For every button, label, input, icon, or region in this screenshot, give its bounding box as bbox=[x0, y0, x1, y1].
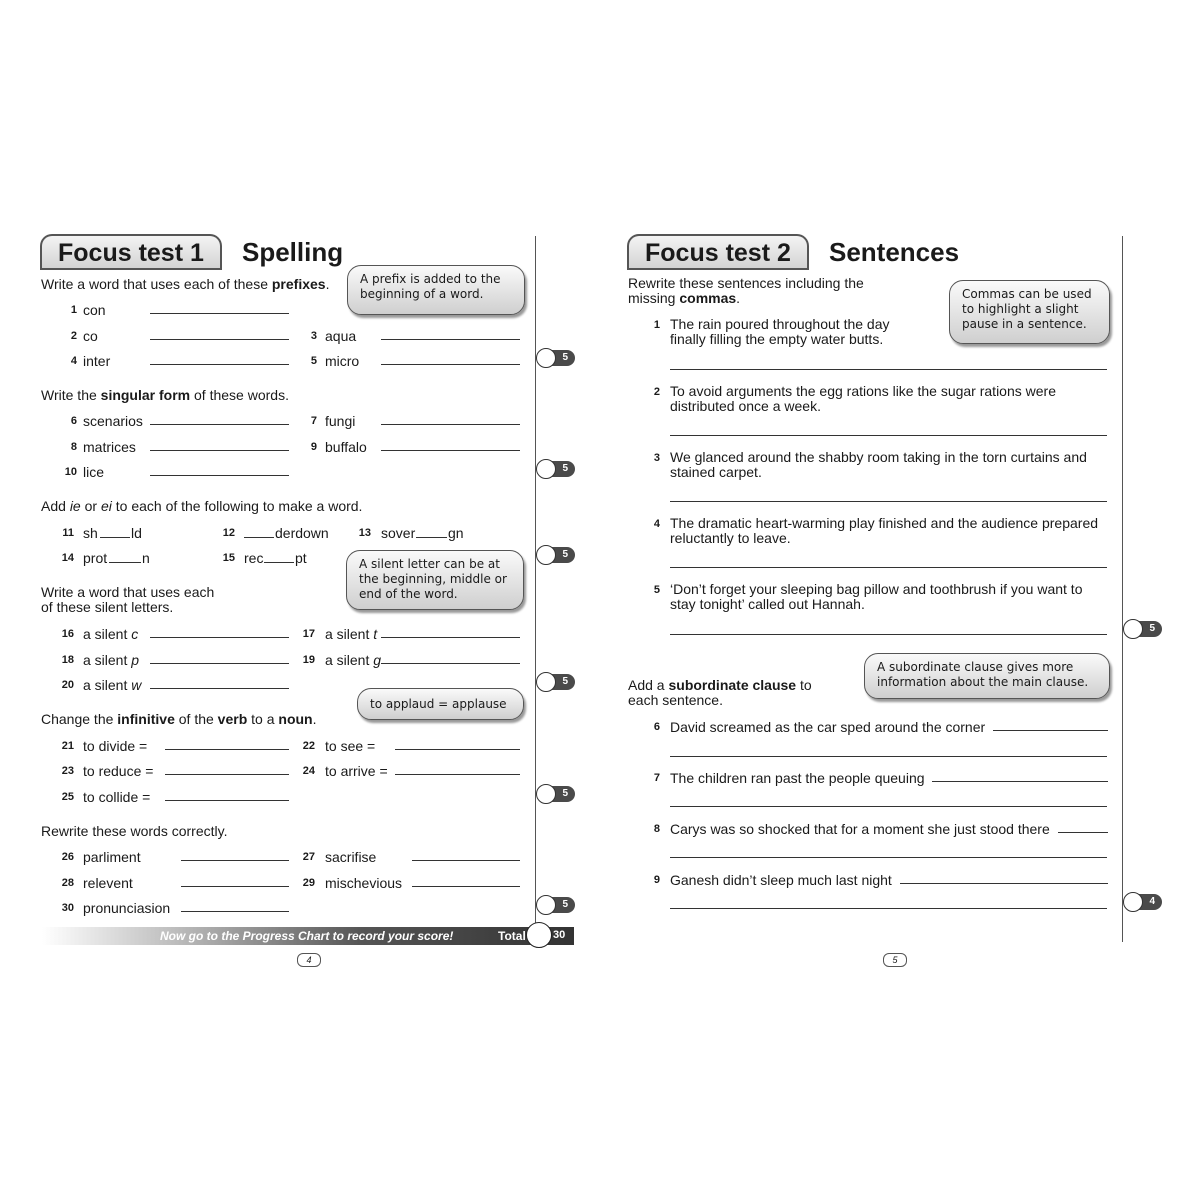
question-number: 24 bbox=[302, 765, 315, 777]
score-box[interactable]: 5 bbox=[536, 672, 576, 692]
tip-bubble: A silent letter can be at the beginning, middle or end of the word. bbox=[346, 550, 524, 610]
word-stem: rec bbox=[244, 550, 264, 566]
question-number: 23 bbox=[61, 765, 74, 777]
tip-bubble: to applaud = applause bbox=[357, 688, 524, 720]
page-margin-rule bbox=[1122, 236, 1123, 942]
question-number: 2 bbox=[653, 386, 660, 398]
score-box[interactable]: 5 bbox=[536, 545, 576, 565]
answer-line[interactable] bbox=[670, 756, 1107, 757]
answer-line[interactable] bbox=[181, 911, 289, 912]
question-text: sacrifise bbox=[325, 849, 377, 865]
question-text: co bbox=[83, 328, 98, 344]
question-number: 28 bbox=[61, 877, 74, 889]
answer-line[interactable] bbox=[670, 908, 1107, 909]
question-text: a silent t bbox=[325, 626, 378, 642]
blank-line[interactable] bbox=[109, 562, 141, 563]
instruction-commas: Rewrite these sentences including the missing commas. bbox=[628, 275, 864, 306]
total-label: Total bbox=[498, 929, 526, 943]
sentence-text: To avoid arguments the egg rations like the sugar rations were distributed once a week. bbox=[670, 383, 1056, 414]
question-text: matrices bbox=[83, 439, 136, 455]
answer-line[interactable] bbox=[412, 886, 520, 887]
question-number: 8 bbox=[653, 823, 660, 835]
sentence-text: We glanced around the shabby room taking in the torn curtains and stained carpet. bbox=[670, 449, 1087, 480]
clause-text: Ganesh didn’t sleep much last night bbox=[670, 872, 892, 888]
tab-underline bbox=[627, 268, 809, 270]
question-number: 20 bbox=[61, 679, 74, 691]
question-number: 6 bbox=[653, 721, 660, 733]
question-number: 25 bbox=[61, 791, 74, 803]
answer-line[interactable] bbox=[381, 339, 520, 340]
question-text: con bbox=[83, 302, 106, 318]
instruction-silent-letters: Write a word that uses each of these silent letters. bbox=[41, 584, 215, 615]
page-title: Sentences bbox=[829, 237, 960, 267]
answer-line[interactable] bbox=[181, 886, 289, 887]
answer-line[interactable] bbox=[150, 475, 289, 476]
answer-line[interactable] bbox=[670, 857, 1107, 858]
tip-bubble: A subordinate clause gives more information about the main clause. bbox=[864, 653, 1110, 699]
question-number: 5 bbox=[653, 584, 660, 596]
tip-bubble: Commas can be used to highlight a slight pause in a sentence. bbox=[949, 280, 1110, 344]
word-end: derdown bbox=[275, 525, 329, 541]
sentence-text: The rain poured throughout the day finally filling the empty water butts. bbox=[670, 316, 890, 347]
question-text: a silent w bbox=[83, 677, 142, 693]
question-number: 14 bbox=[61, 552, 74, 564]
answer-line[interactable] bbox=[993, 730, 1108, 731]
answer-line[interactable] bbox=[181, 860, 289, 861]
score-box[interactable]: 5 bbox=[1123, 619, 1163, 639]
instruction-prefixes: Write a word that uses each of these prefixes. bbox=[41, 276, 330, 292]
word-stem: prot bbox=[83, 550, 108, 566]
question-number: 21 bbox=[61, 740, 74, 752]
instruction-singular: Write the singular form of these words. bbox=[41, 387, 289, 403]
page-margin-rule bbox=[535, 236, 536, 926]
question-text: a silent c bbox=[83, 626, 139, 642]
answer-line[interactable] bbox=[670, 634, 1107, 635]
focus-test-tab: Focus test 2 bbox=[627, 234, 809, 270]
instruction-verb-to-noun: Change the infinitive of the verb to a noun. bbox=[41, 711, 317, 727]
word-end: ld bbox=[131, 525, 142, 541]
score-box[interactable]: 5 bbox=[536, 348, 576, 368]
instruction-ie-ei: Add ie or ei to each of the following to make a word. bbox=[41, 498, 363, 514]
word-stem: sh bbox=[83, 525, 98, 541]
tab-underline bbox=[40, 268, 222, 270]
question-number: 30 bbox=[61, 902, 74, 914]
score-circle[interactable] bbox=[536, 348, 556, 368]
question-number: 11 bbox=[62, 527, 74, 539]
answer-line[interactable] bbox=[381, 663, 520, 664]
answer-line[interactable] bbox=[395, 774, 520, 775]
question-number: 5 bbox=[310, 355, 317, 367]
question-text: to divide = bbox=[83, 738, 148, 754]
score-box[interactable]: 5 bbox=[536, 459, 576, 479]
question-text: relevent bbox=[83, 875, 133, 891]
sentence-text: The dramatic heart-warming play finished and the audience prepared reluctantly to leave. bbox=[670, 515, 1099, 546]
question-number: 9 bbox=[310, 441, 317, 453]
answer-line[interactable] bbox=[150, 313, 289, 314]
score-circle[interactable] bbox=[1123, 892, 1143, 912]
answer-line[interactable] bbox=[150, 339, 289, 340]
word-stem: sover bbox=[381, 525, 416, 541]
answer-line[interactable] bbox=[900, 883, 1108, 884]
question-text: to collide = bbox=[83, 789, 151, 805]
question-text: a silent p bbox=[83, 652, 140, 668]
answer-line[interactable] bbox=[150, 663, 289, 664]
progress-chart-message: Now go to the Progress Chart to record your score! bbox=[160, 929, 454, 943]
question-number: 6 bbox=[70, 415, 77, 427]
total-max-score: 30 bbox=[553, 929, 566, 941]
answer-line[interactable] bbox=[670, 435, 1107, 436]
answer-line[interactable] bbox=[381, 364, 520, 365]
word-end: n bbox=[142, 550, 150, 566]
answer-line[interactable] bbox=[932, 781, 1108, 782]
question-text: buffalo bbox=[325, 439, 367, 455]
answer-line[interactable] bbox=[1058, 832, 1108, 833]
question-number: 3 bbox=[310, 330, 317, 342]
question-text: to reduce = bbox=[83, 763, 154, 779]
answer-line[interactable] bbox=[395, 749, 520, 750]
instruction-subordinate-clause: Add a subordinate clause to each sentence. bbox=[628, 677, 812, 708]
answer-line[interactable] bbox=[150, 688, 289, 689]
page-number: 4 bbox=[297, 953, 321, 967]
instruction-rewrite-words: Rewrite these words correctly. bbox=[41, 823, 228, 839]
clause-text: David screamed as the car sped around the corner bbox=[670, 719, 986, 735]
answer-line[interactable] bbox=[381, 637, 520, 638]
question-text: pronunciasion bbox=[83, 900, 171, 916]
score-circle[interactable] bbox=[1123, 619, 1143, 639]
question-number: 8 bbox=[70, 441, 77, 453]
score-circle[interactable] bbox=[536, 784, 556, 804]
answer-line[interactable] bbox=[165, 774, 289, 775]
blank-line[interactable] bbox=[416, 537, 447, 538]
word-end: pt bbox=[295, 550, 307, 566]
question-text: to see = bbox=[325, 738, 376, 754]
question-number: 12 bbox=[222, 527, 235, 539]
page-title: Spelling bbox=[242, 237, 344, 267]
score-box[interactable]: 5 bbox=[536, 895, 576, 915]
question-number: 13 bbox=[358, 527, 371, 539]
question-text: lice bbox=[83, 464, 105, 480]
answer-line[interactable] bbox=[670, 369, 1107, 370]
question-text: mischevious bbox=[325, 875, 403, 891]
question-number: 2 bbox=[70, 330, 77, 342]
answer-line[interactable] bbox=[412, 860, 520, 861]
total-score-circle[interactable] bbox=[526, 922, 552, 948]
question-text: aqua bbox=[325, 328, 357, 344]
blank-line[interactable] bbox=[264, 562, 294, 563]
question-number: 1 bbox=[653, 319, 660, 331]
question-number: 19 bbox=[302, 654, 315, 666]
question-number: 7 bbox=[310, 415, 317, 427]
answer-line[interactable] bbox=[165, 800, 289, 801]
question-number: 4 bbox=[653, 518, 660, 530]
question-text: parliment bbox=[83, 849, 141, 865]
question-number: 22 bbox=[302, 740, 315, 752]
question-number: 29 bbox=[302, 877, 315, 889]
clause-text: The children ran past the people queuing bbox=[670, 770, 925, 786]
answer-line[interactable] bbox=[150, 364, 289, 365]
answer-line[interactable] bbox=[670, 567, 1107, 568]
clause-text: Carys was so shocked that for a moment she just stood there bbox=[670, 821, 1050, 837]
question-number: 4 bbox=[70, 355, 77, 367]
question-text: micro bbox=[325, 353, 360, 369]
score-circle[interactable] bbox=[536, 895, 556, 915]
answer-line[interactable] bbox=[150, 450, 289, 451]
blank-line[interactable] bbox=[244, 537, 274, 538]
question-number: 7 bbox=[653, 772, 660, 784]
tip-bubble: A prefix is added to the beginning of a word. bbox=[347, 265, 525, 315]
page-number: 5 bbox=[883, 953, 907, 967]
question-number: 17 bbox=[302, 628, 315, 640]
answer-line[interactable] bbox=[150, 424, 289, 425]
question-number: 1 bbox=[70, 304, 77, 316]
answer-line[interactable] bbox=[381, 450, 520, 451]
answer-line[interactable] bbox=[670, 501, 1107, 502]
question-number: 18 bbox=[61, 654, 74, 666]
score-box[interactable]: 5 bbox=[536, 784, 576, 804]
question-number: 16 bbox=[61, 628, 74, 640]
question-text: a silent g bbox=[325, 652, 382, 668]
answer-line[interactable] bbox=[150, 637, 289, 638]
blank-line[interactable] bbox=[100, 537, 130, 538]
sentence-text: ‘Don’t forget your sleeping bag pillow and toothbrush if you want to stay tonight’ called out Hannah. bbox=[670, 581, 1083, 612]
question-number: 3 bbox=[653, 452, 660, 464]
score-box[interactable]: 4 bbox=[1123, 892, 1163, 912]
question-text: fungi bbox=[325, 413, 356, 429]
score-circle[interactable] bbox=[536, 672, 556, 692]
score-circle[interactable] bbox=[536, 545, 556, 565]
question-number: 10 bbox=[64, 466, 77, 478]
answer-line[interactable] bbox=[381, 424, 520, 425]
answer-line[interactable] bbox=[165, 749, 289, 750]
question-number: 15 bbox=[222, 552, 235, 564]
answer-line[interactable] bbox=[670, 806, 1107, 807]
question-number: 26 bbox=[61, 851, 74, 863]
question-text: scenarios bbox=[83, 413, 143, 429]
question-number: 27 bbox=[302, 851, 315, 863]
question-text: to arrive = bbox=[325, 763, 388, 779]
focus-test-tab: Focus test 1 bbox=[40, 234, 222, 270]
score-circle[interactable] bbox=[536, 459, 556, 479]
question-number: 9 bbox=[653, 874, 660, 886]
question-text: inter bbox=[83, 353, 111, 369]
word-end: gn bbox=[448, 525, 464, 541]
